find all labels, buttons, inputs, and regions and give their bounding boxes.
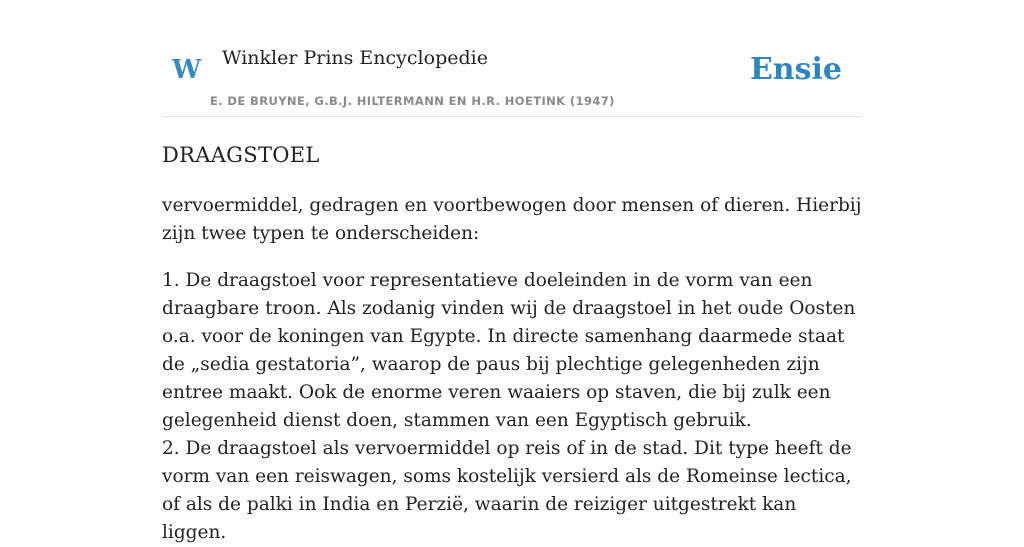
article bbox=[162, 138, 862, 547]
source-title[interactable]: Winkler Prins Encyclopedie bbox=[222, 47, 488, 69]
article-paragraph: 1. De draagstoel voor representatieve doeleinden in de vorm van een draagbare troon. Als zodanig vinden wij de draagstoel in het oude Oosten o.a. voor de koningen van Egypte. In directe samenhang daarmede staat de „sedia gestatoria”, waarop de paus bij plechtige gelegenheden zijn entree maakt. Ook de enorme veren waaiers op staven, die bij zulk een gelegenheid dienst doen, stammen van een Egyptisch gebruik. bbox=[162, 270, 856, 431]
article-paragraph: 2. De draagstoel als vervoermiddel op reis of in de stad. Dit type heeft de vorm van een reiswagen, soms kostelijk versierd als de Romeinse lectica, of als de palki in India en Perzië, waarin de reiziger uitgestrekt kan liggen. bbox=[162, 438, 852, 543]
source-header bbox=[162, 0, 862, 117]
article-paragraph: vervoermiddel, gedragen en voortbewogen door mensen of dieren. Hierbij zijn twee typen te onderscheiden: bbox=[162, 195, 862, 244]
article-title: DRAAGSTOEL bbox=[162, 143, 320, 167]
winkler-prins-logo[interactable]: W bbox=[172, 55, 202, 85]
source-authors: E. DE BRUYNE, G.B.J. HILTERMANN EN H.R. HOETINK (1947) bbox=[210, 94, 615, 108]
ensie-logo-link[interactable]: Ensie bbox=[749, 52, 842, 87]
